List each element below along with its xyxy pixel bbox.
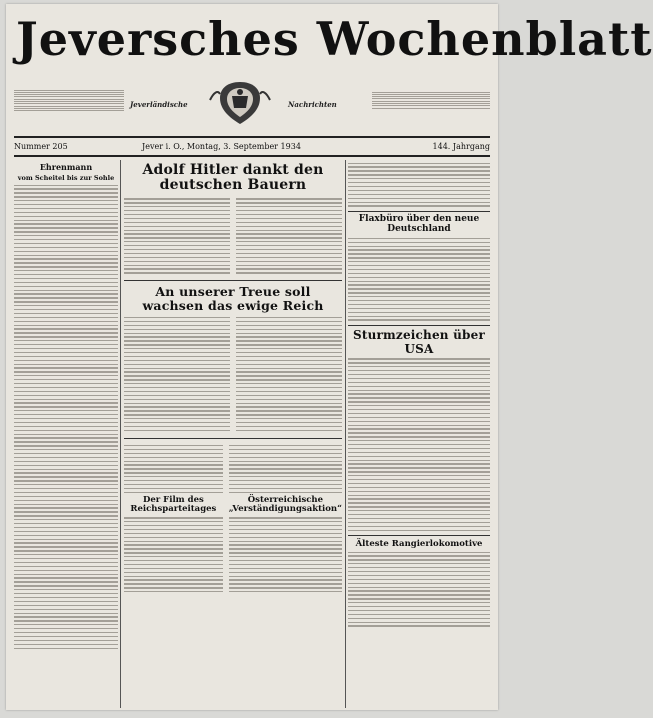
article-body [348,163,490,207]
article-body [348,358,490,530]
headline-lokomotive: Älteste Rangierlokomotive [355,538,483,549]
article-heading: Ehrenmann [39,162,93,172]
article-body [348,238,490,321]
article-subheading: vom Scheitel bis zur Sohle [17,173,115,182]
masthead-rule-top [14,136,490,138]
publisher-info-right [372,90,490,130]
subtitle-right: Nachrichten [288,100,337,109]
coat-of-arms-icon [206,80,274,126]
article-separator [124,438,342,439]
column-left [14,160,118,708]
article-separator [348,211,490,212]
issue-number: Nummer 205 [14,142,68,151]
masthead [6,4,653,132]
headline-oesterreich: Österreichische „Verständigungsaktion“ [228,494,343,515]
column-divider-1 [120,160,121,708]
article-body [124,196,342,276]
publisher-info-left [14,88,124,136]
issue-info-bar [14,140,490,154]
article-separator [348,535,490,536]
article-body [348,552,490,627]
article-separator [348,325,490,326]
headline-sturmzeichen: Sturmzeichen über USA [352,328,485,356]
headline-hitler-dankt: Adolf Hitler dankt den deutschen Bauern [142,162,324,194]
newspaper-page [6,4,653,710]
issue-date: Jever i. O., Montag, 3. September 1934 [142,142,301,151]
headline-flaxbuero: Flaxbüro über den neue Deutschland [358,214,480,235]
article-body [14,185,118,649]
lower-articles [124,442,342,595]
headline-film: Der Film des Reichsparteitages [130,494,217,515]
column-center [124,160,342,708]
article-body [124,314,342,433]
subtitle-left: Jeverländische [130,100,188,109]
headline-treue: An unserer Treue soll wachsen das ewige Reich [142,283,324,313]
masthead-rule-bottom [14,155,490,157]
newspaper-title: Jeversches Wochenblatt [16,12,653,66]
column-divider-2 [345,160,346,708]
column-right [348,160,490,708]
issue-year: 144. Jahrgang [432,142,490,151]
article-separator [124,280,342,281]
